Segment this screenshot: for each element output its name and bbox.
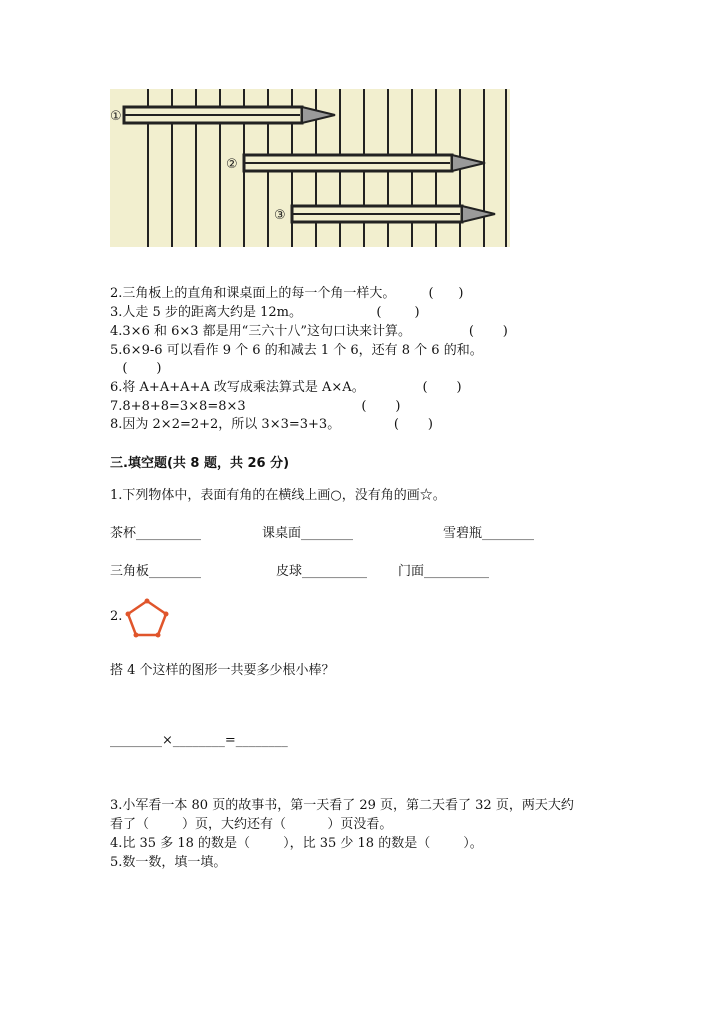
fill-question-5: 5.数一数，填一填。: [110, 855, 227, 870]
q1-item-desk: 课桌面________: [262, 526, 354, 541]
pencil-2: [244, 155, 485, 171]
q1-item-door: 门面__________: [398, 564, 490, 579]
fill-question-2-number: 2.: [110, 609, 123, 624]
judge-item-6: 6.将 A+A+A+A 改写成乘法算式是 A×A。 ( ): [110, 380, 462, 395]
judge-item-2: 2.三角板上的直角和课桌面上的每一个角一样大。 ( ): [110, 286, 464, 301]
judge-item-5-blank: ( ): [110, 361, 162, 376]
pencil-label-3: ③: [274, 208, 286, 223]
pencil-figure-drawing: [110, 89, 510, 247]
fill-question-2-text: 搭 4 个这样的图形一共要多少根小棒？: [110, 663, 335, 678]
judge-item-5: 5.6×9-6 可以看作 9 个 6 的和减去 1 个 6，还有 8 个 6 的和。: [110, 343, 483, 358]
pencil-label-2: ②: [226, 157, 238, 172]
fill-question-1: 1.下列物体中，表面有角的在横线上画○，没有角的画☆。: [110, 488, 446, 503]
judge-item-8: 8.因为 2×2=2+2，所以 3×3=3+3。 ( ): [110, 417, 433, 432]
judge-item-7: 7.8+8+8=3×8=8×3 ( ): [110, 399, 401, 414]
pencil-comparison-figure: [110, 89, 510, 247]
q1-item-ball: 皮球__________: [276, 564, 368, 579]
judge-item-3: 3.人走 5 步的距离大约是 12m。 ( ): [110, 305, 420, 320]
pentagon-sticks-figure: [124, 597, 170, 639]
section-3-heading: 三.填空题(共 8 题，共 26 分): [110, 456, 290, 471]
fill-question-3-line-2: 看了（ ）页，大约还有（ ）页没看。: [110, 817, 393, 832]
q1-item-cup: 茶杯__________: [110, 526, 202, 541]
fill-question-3-line-1: 3.小军看一本 80 页的故事书，第一天看了 29 页，第二天看了 32 页，两天大约: [110, 798, 574, 813]
fill-question-4: 4.比 35 多 18 的数是（ ），比 35 少 18 的数是（ ）。: [110, 836, 483, 851]
q1-item-bottle: 雪碧瓶________: [443, 526, 535, 541]
fill-question-2-formula: ________×________=________: [110, 733, 288, 748]
q1-item-triangle-ruler: 三角板________: [110, 564, 202, 579]
judge-item-4: 4.3×6 和 6×3 都是用“三六十八”这句口诀来计算。 ( ): [110, 324, 508, 339]
pencil-3: [292, 206, 495, 222]
pencil-label-1: ①: [110, 109, 122, 124]
pencil-1: [124, 107, 335, 123]
